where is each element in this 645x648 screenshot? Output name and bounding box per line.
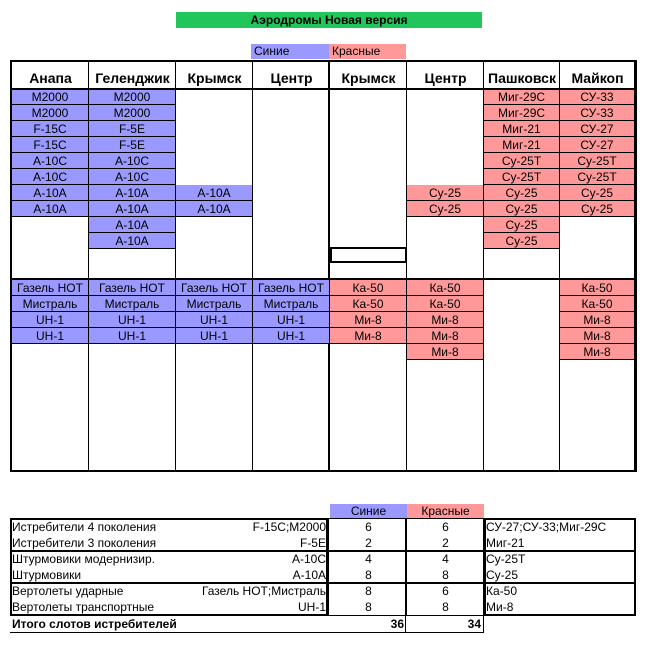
summary-blue-count: 8	[365, 600, 372, 614]
helicopter-slot: UH-1	[12, 328, 88, 344]
aircraft-slot: Су-25Т	[560, 169, 634, 185]
airfield-column	[407, 62, 484, 470]
aircraft-slot: Су-25	[560, 185, 634, 201]
aircraft-slot: Су-25Т	[484, 153, 559, 169]
summary-header-blue: Синие	[330, 504, 407, 518]
summary-category: Истребители 4 поколения	[12, 520, 157, 534]
helicopter-slot: UH-1	[253, 328, 329, 344]
aircraft-slot: M2000	[12, 89, 88, 105]
aircraft-slot: A-10A	[89, 233, 175, 249]
airfield-header: Крымск	[341, 70, 396, 86]
aircraft-slot: M2000	[89, 89, 175, 105]
summary-red-types: Су-25	[486, 568, 519, 582]
aircraft-slot: Су-25	[484, 201, 559, 217]
summary-total-red: 34	[467, 617, 481, 631]
helicopter-slot: UH-1	[253, 312, 329, 328]
helicopter-slot: Мистраль	[89, 296, 175, 312]
aircraft-slot: M2000	[89, 105, 175, 121]
summary-category: Штурмовики	[12, 568, 82, 582]
summary-red-types: Миг-21	[486, 536, 525, 550]
aircraft-slot: F-15C	[12, 137, 88, 153]
helicopter-slot: Газель НОТ	[253, 280, 329, 296]
aircraft-slot: СУ-33	[560, 89, 634, 105]
summary-category: Штурмовики модернизир.	[12, 552, 156, 566]
summary-types: A-10A	[292, 568, 326, 582]
aircraft-slot: F-5E	[89, 137, 175, 153]
helicopter-slot: Ми-8	[330, 312, 406, 328]
airfield-column	[253, 62, 330, 470]
aircraft-slot: A-10A	[12, 201, 88, 217]
summary-red-count: 8	[442, 600, 449, 614]
summary-header-red: Красные	[407, 504, 484, 518]
summary-red-count: 8	[442, 568, 449, 582]
aircraft-slot: A-10C	[12, 169, 88, 185]
summary-category: Вертолеты ударные	[12, 584, 124, 598]
helicopter-slot: UH-1	[89, 312, 175, 328]
helicopter-slot: Газель НОТ	[12, 280, 88, 296]
aircraft-slot: A-10C	[12, 153, 88, 169]
airfield-header: Пашковск	[488, 70, 556, 86]
summary-blue-count: 4	[365, 552, 372, 566]
cell-cursor[interactable]	[330, 247, 407, 263]
aircraft-slot: A-10C	[89, 169, 175, 185]
aircraft-slot: Миг-21	[484, 137, 559, 153]
summary-blue-count: 6	[365, 520, 372, 534]
airfield-column	[330, 62, 407, 470]
helicopter-slot: Ми-8	[560, 312, 634, 328]
helicopter-slot: Ми-8	[560, 344, 634, 360]
summary-types: Газель НОТ;Мистраль	[201, 584, 326, 598]
aircraft-slot: F-5E	[89, 121, 175, 137]
aircraft-slot: A-10C	[89, 153, 175, 169]
aircraft-slot: A-10A	[176, 185, 252, 201]
summary-red-types: Су-25Т	[486, 552, 526, 566]
helicopter-slot: Мистраль	[12, 296, 88, 312]
airfield-header: Центр	[424, 70, 467, 86]
summary-red-count: 2	[442, 536, 449, 550]
summary-box	[10, 632, 484, 633]
aircraft-slot: F-15C	[12, 121, 88, 137]
aircraft-slot: СУ-33	[560, 105, 634, 121]
helicopter-slot: Ка-50	[407, 296, 483, 312]
airfield-header: Майкоп	[571, 70, 624, 86]
helicopter-slot: Газель НОТ	[176, 280, 252, 296]
summary-blue-count: 8	[365, 584, 372, 598]
summary-red-types: СУ-27;СУ-33;Миг-29С	[486, 520, 607, 534]
page-title: Аэродромы Новая версия	[176, 12, 482, 28]
helicopter-slot: Ка-50	[330, 280, 406, 296]
helicopter-slot: Ми-8	[330, 328, 406, 344]
legend-blue: Синие	[251, 44, 329, 59]
summary-box	[406, 616, 484, 632]
helicopter-slot: UH-1	[89, 328, 175, 344]
aircraft-slot: Су-25	[407, 201, 483, 217]
aircraft-slot: Су-25	[484, 233, 559, 249]
legend-red: Красные	[329, 44, 406, 59]
airfield-grid	[10, 60, 637, 472]
summary-red-count: 6	[442, 584, 449, 598]
helicopter-slot: Ми-8	[560, 328, 634, 344]
helicopter-slot: Ка-50	[560, 296, 634, 312]
helicopter-slot: Газель НОТ	[89, 280, 175, 296]
summary-blue-count: 8	[365, 568, 372, 582]
airfield-header: Центр	[270, 70, 313, 86]
aircraft-slot: Миг-21	[484, 121, 559, 137]
header-divider	[12, 88, 635, 90]
helicopter-slot: Ка-50	[330, 296, 406, 312]
summary-category: Вертолеты транспортные	[12, 600, 155, 614]
helicopter-slot: Мистраль	[176, 296, 252, 312]
summary-red-count: 4	[442, 552, 449, 566]
aircraft-slot: Миг-29С	[484, 89, 559, 105]
helicopter-slot: Ми-8	[407, 328, 483, 344]
aircraft-slot: A-10A	[89, 201, 175, 217]
helicopter-slot: UH-1	[12, 312, 88, 328]
helicopter-slot: Ми-8	[407, 344, 483, 360]
summary-red-types: Ми-8	[486, 600, 514, 614]
helicopter-slot: UH-1	[176, 312, 252, 328]
helicopter-slot: Ми-8	[407, 312, 483, 328]
aircraft-slot: Су-25	[484, 185, 559, 201]
aircraft-slot: A-10A	[89, 185, 175, 201]
summary-category: Истребители 3 поколения	[12, 536, 157, 550]
aircraft-slot: Су-25	[484, 217, 559, 233]
airfield-header: Крымск	[187, 70, 242, 86]
airfield-column	[176, 62, 253, 470]
summary-red-types: Ка-50	[486, 584, 518, 598]
summary-types: UH-1	[297, 600, 326, 614]
aircraft-slot: Су-25	[560, 201, 634, 217]
summary-total-blue: 36	[390, 617, 404, 631]
aircraft-slot: A-10A	[89, 217, 175, 233]
helicopter-slot: Ка-50	[407, 280, 483, 296]
summary-box	[328, 616, 406, 632]
aircraft-slot: СУ-27	[560, 121, 634, 137]
helicopter-slot: UH-1	[176, 328, 252, 344]
aircraft-slot: Су-25Т	[484, 169, 559, 185]
aircraft-slot: M2000	[12, 105, 88, 121]
airfield-header: Анапа	[29, 70, 72, 86]
summary-red-count: 6	[442, 520, 449, 534]
aircraft-slot: Миг-29С	[484, 105, 559, 121]
aircraft-slot: A-10A	[12, 185, 88, 201]
aircraft-slot: Су-25	[407, 185, 483, 201]
summary-total-label: Итого слотов истребителей	[12, 617, 177, 631]
summary-types: A-10C	[291, 552, 326, 566]
aircraft-slot: СУ-27	[560, 137, 634, 153]
aircraft-slot: A-10A	[176, 201, 252, 217]
summary-types: F-5E	[299, 536, 326, 550]
summary-blue-count: 2	[365, 536, 372, 550]
helicopter-slot: Ка-50	[560, 280, 634, 296]
helicopter-slot: Мистраль	[253, 296, 329, 312]
airfield-header: Геленджик	[95, 70, 170, 86]
summary-types: F-15C;M2000	[252, 520, 326, 534]
aircraft-slot: Су-25Т	[560, 153, 634, 169]
section-divider	[12, 278, 635, 280]
